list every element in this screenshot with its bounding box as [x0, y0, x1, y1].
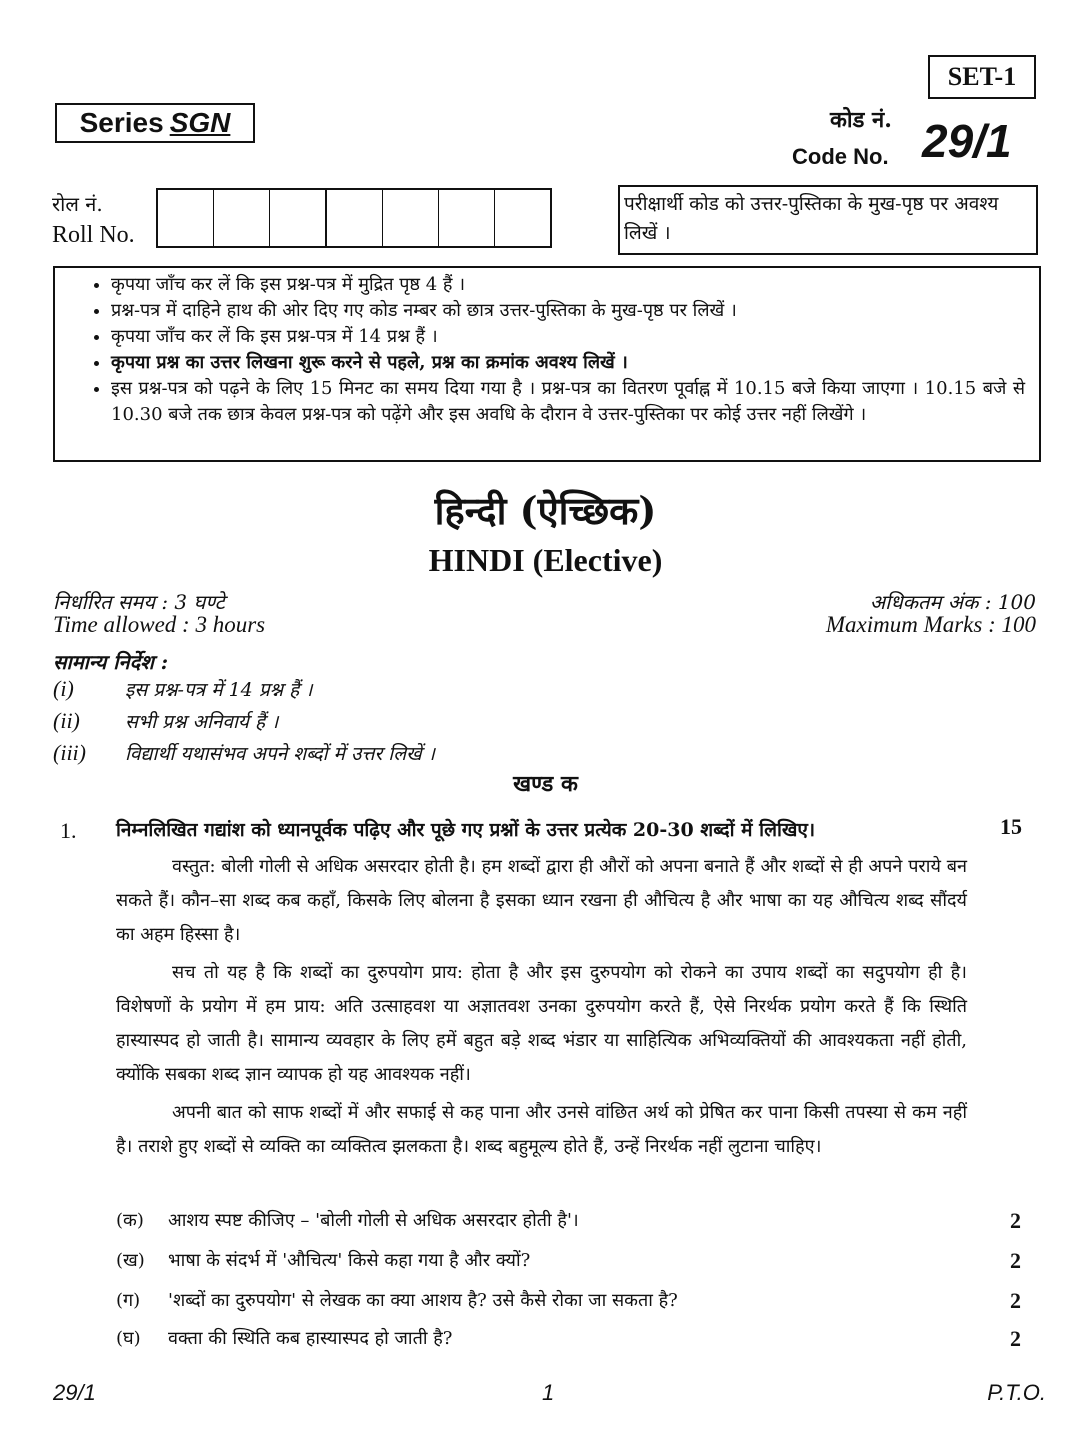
sub-question-label: (घ): [116, 1328, 141, 1349]
instruction-number: (i): [53, 676, 74, 701]
sub-question: [116, 1208, 579, 1232]
marks-english: Maximum Marks : 100: [825, 612, 1036, 637]
code-label-english: Code No.: [792, 144, 889, 169]
title-hindi: हिन्दी (ऐच्छिक): [434, 488, 657, 533]
set-label: SET-1: [928, 55, 1036, 99]
sub-question-label: (ग): [116, 1290, 141, 1311]
instruction-item: • कृपया प्रश्न का उत्तर लिखना शुरू करने से पहले, प्रश्न का क्रमांक अवश्य लिखें ।: [111, 350, 1025, 376]
sub-question-text: 'शब्दों का दुरुपयोग' से लेखक का क्या आशय है? उसे कैसे रोका जा सकता है?: [168, 1290, 678, 1311]
instruction-item: • कृपया जाँच कर लें कि इस प्रश्न-पत्र में मुद्रित पृष्ठ 4 हैं ।: [111, 272, 1025, 298]
sub-question-marks: 2: [1010, 1288, 1021, 1313]
marks-hindi: अधिकतम अंक : 100: [869, 590, 1036, 614]
sub-question: [116, 1288, 678, 1312]
instruction-text: विद्यार्थी यथासंभव अपने शब्दों में उत्तर लिखें ।: [125, 743, 435, 765]
series-box: [55, 103, 255, 143]
pto-label: P.T.O.: [987, 1380, 1046, 1405]
general-instruction: [53, 740, 435, 766]
roll-digit-box[interactable]: [383, 190, 439, 246]
sub-question-text: आशय स्पष्ट कीजिए – 'बोली गोली से अधिक असरदार होती है'।: [168, 1210, 579, 1231]
section-heading: खण्ड क: [513, 771, 578, 797]
instruction-number: (iii): [53, 740, 86, 765]
general-instructions-heading: सामान्य निर्देश :: [53, 650, 169, 674]
footer-code: 29/1: [53, 1380, 96, 1405]
instruction-text: सभी प्रश्न अनिवार्य हैं ।: [125, 711, 279, 733]
roll-number-grid: [156, 188, 552, 248]
sub-question: [116, 1248, 530, 1272]
roll-label-hindi: रोल नं.: [52, 192, 103, 216]
sub-question-marks: 2: [1010, 1208, 1021, 1233]
page-number: 1: [542, 1380, 555, 1405]
roll-digit-box[interactable]: [327, 190, 383, 246]
passage-paragraph: वस्तुत: बोली गोली से अधिक असरदार होती है। हम शब्दों द्वारा ही औरों को अपना बनाते हैं और शब्दों से ही अपने पराये बन सकते हैं। कौन–सा शब्द कब कहाँ, किसके लिए बोलना है इसका ध्यान रखना ही औचित्य है और भाषा का यह औचित्य शब्द सौंदर्य का अहम हिस्सा है।: [116, 856, 967, 945]
code-label-hindi: कोड नं.: [830, 107, 892, 133]
roll-digit-box[interactable]: [158, 190, 214, 246]
passage-paragraph: अपनी बात को साफ शब्दों में और सफाई से कह पाना और उनसे वांछित अर्थ को प्रेषित कर पाना किसी तपस्या से कम नहीं है। तराशे हुए शब्दों से व्यक्ति का व्यक्तित्व झलकता है। शब्द बहुमूल्य होते हैं, उन्हें निरर्थक नहीं लुटाना चाहिए।: [116, 1102, 967, 1157]
sub-question-marks: 2: [1010, 1326, 1021, 1351]
question-marks: 15: [1000, 814, 1022, 839]
sub-question-label: (क): [116, 1210, 144, 1231]
instruction-text: इस प्रश्न-पत्र में 14 प्रश्न हैं ।: [125, 679, 313, 701]
sub-question: [116, 1326, 452, 1350]
roll-label-english: Roll No.: [52, 222, 135, 248]
roll-digit-box[interactable]: [495, 190, 550, 246]
title-english: HINDI (Elective): [428, 542, 663, 578]
instruction-item: • कृपया जाँच कर लें कि इस प्रश्न-पत्र में 14 प्रश्न हैं ।: [111, 324, 1025, 350]
series-label: Series: [79, 107, 164, 138]
sub-question-text: भाषा के संदर्भ में 'औचित्य' किसे कहा गया है और क्यों?: [168, 1250, 531, 1271]
sub-question-marks: 2: [1010, 1248, 1021, 1273]
time-english: Time allowed : 3 hours: [53, 612, 266, 637]
question-number: 1.: [60, 818, 77, 843]
series-code: SGN: [169, 107, 231, 138]
sub-question-label: (ख): [116, 1250, 145, 1271]
passage-paragraph: सच तो यह है कि शब्दों का दुरुपयोग प्राय: होता है और इस दुरुपयोग को रोकने का उपाय शब्दों का सदुपयोग ही है। विशेषणों के प्रयोग में हम प्राय: अति उत्साहवश या अज्ञातवश उनका दुरुपयोग करते हैं, ऐसे निरर्थक प्रयोग करते हैं कि स्थिति हास्यास्पद हो जाती है। सामान्य व्यवहार के लिए हमें बहुत बड़े शब्द भंडार या साहित्यिक अभिव्यक्तियों की आवश्यकता नहीं होती, क्योंकि सबका शब्द ज्ञान व्यापक हो यह आवश्यक नहीं।: [116, 962, 967, 1085]
instructions-box: [53, 266, 1041, 462]
sub-question-text: वक्ता की स्थिति कब हास्यास्पद हो जाती है?: [168, 1328, 453, 1349]
instruction-number: (ii): [53, 708, 80, 733]
time-hindi: निर्धारित समय : 3 घण्टे: [53, 590, 225, 614]
instruction-item: • प्रश्न-पत्र में दाहिने हाथ की ओर दिए गए कोड नम्बर को छात्र उत्तर-पुस्तिका के मुख-पृष्ठ पर लिखें ।: [111, 298, 1025, 324]
general-instruction: [53, 676, 312, 702]
code-number: 29/1: [922, 115, 1012, 167]
roll-digit-box[interactable]: [439, 190, 495, 246]
roll-digit-box[interactable]: [214, 190, 270, 246]
question-text: निम्नलिखित गद्यांश को ध्यानपूर्वक पढ़िए और पूछे गए प्रश्नों के उत्तर प्रत्येक 20-30 शब्दों में लिखिए।: [116, 819, 816, 841]
instruction-item: • इस प्रश्न-पत्र को पढ़ने के लिए 15 मिनट का समय दिया गया है । प्रश्न-पत्र का वितरण पूर्वाह्न में 10.15 बजे किया जाएगा । 10.15 बजे से 10.30 बजे तक छात्र केवल प्रश्न-पत्र को पढ़ेंगे और इस अवधि के दौरान वे उत्तर-पुस्तिका पर कोई उत्तर नहीं लिखेंगे ।: [111, 376, 1025, 428]
candidate-note: परीक्षार्थी कोड को उत्तर-पुस्तिका के मुख-पृष्ठ पर अवश्य लिखें ।: [618, 185, 1038, 255]
roll-digit-box[interactable]: [270, 190, 327, 246]
general-instruction: [53, 708, 278, 734]
